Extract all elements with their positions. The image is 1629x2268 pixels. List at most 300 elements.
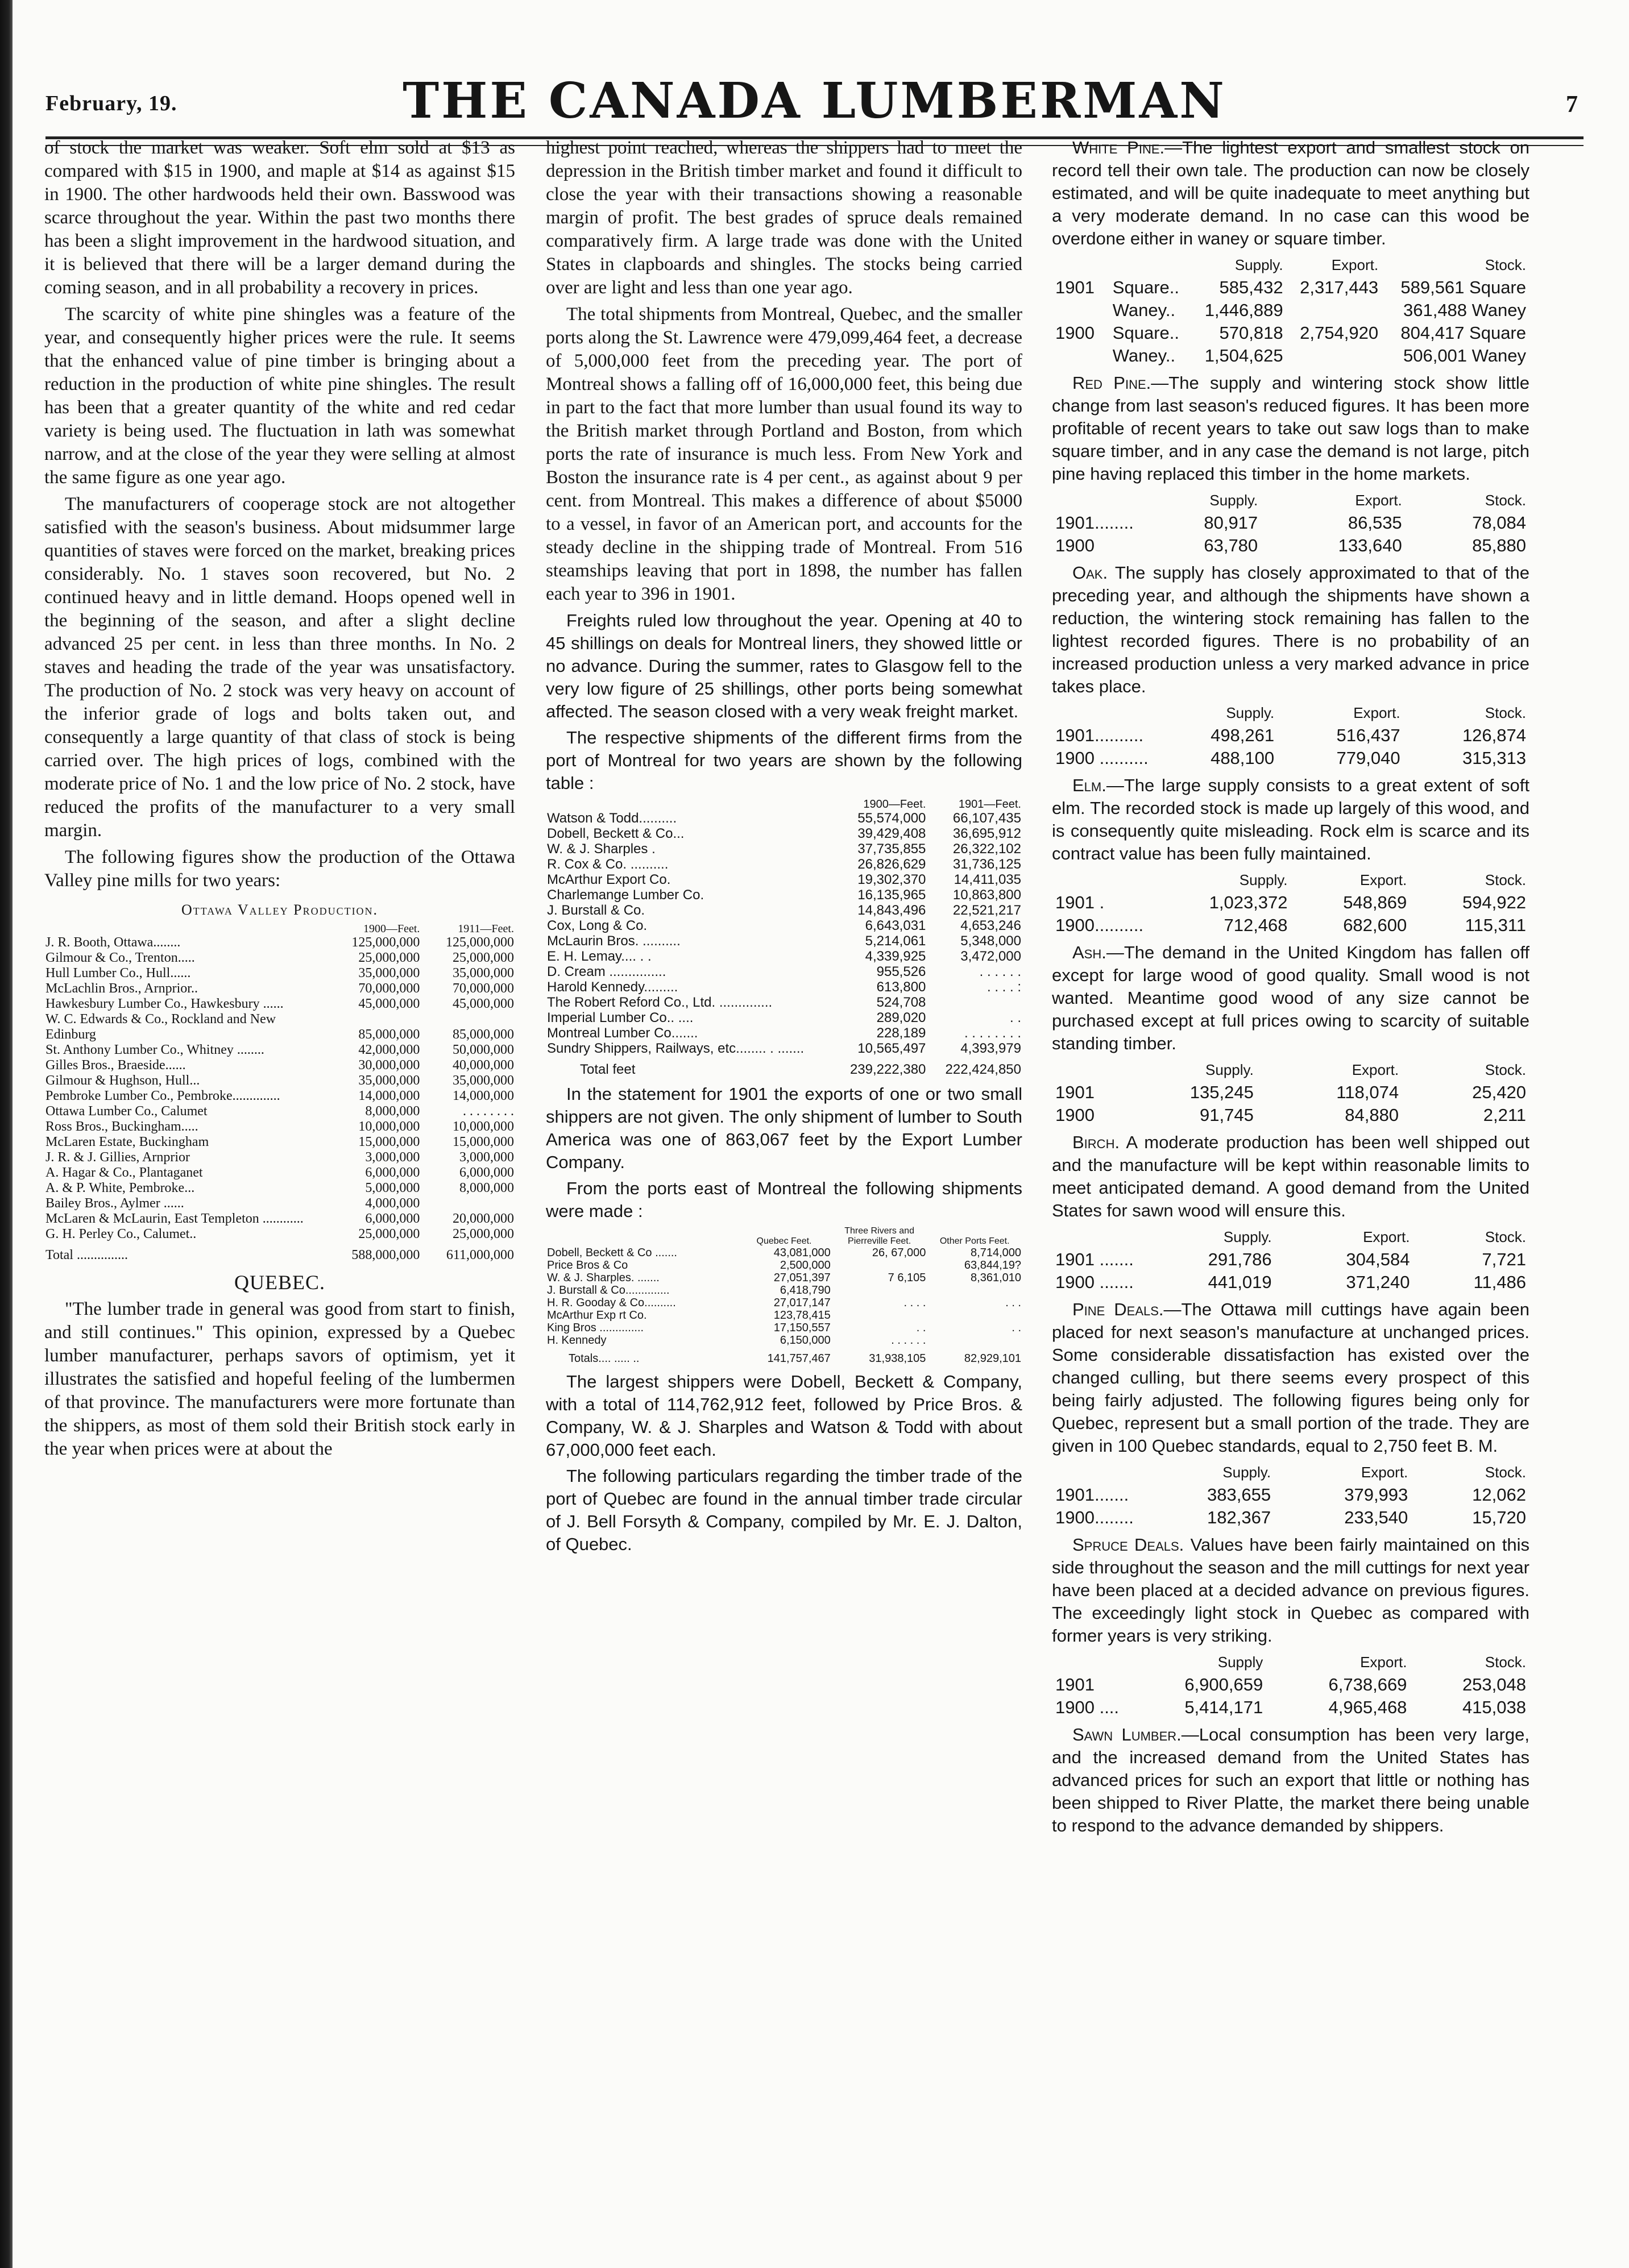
table-cell: 15,720 bbox=[1472, 1507, 1526, 1527]
table-cell: 779,040 bbox=[1336, 748, 1400, 768]
table-cell: 4,339,925 bbox=[865, 949, 926, 964]
table-cell: 86,535 bbox=[1348, 513, 1402, 533]
table-cell: 25,000,000 bbox=[358, 1227, 420, 1241]
table-row bbox=[44, 1012, 515, 1042]
column-header: Supply. bbox=[1205, 1061, 1254, 1078]
firm-name: W. & J. Sharples . bbox=[547, 841, 656, 857]
table-cell: 11,486 bbox=[1473, 1272, 1526, 1292]
year-cell: 1901 bbox=[1055, 277, 1095, 297]
blank-header bbox=[1052, 489, 1137, 512]
paragraph-elm bbox=[1052, 774, 1529, 865]
section-heading-quebec: QUEBEC. bbox=[234, 1271, 325, 1294]
table-row bbox=[44, 996, 515, 1012]
table-header-row bbox=[1052, 489, 1529, 512]
table-cell: 594,922 bbox=[1462, 892, 1526, 912]
column-header: 1900—Feet. bbox=[363, 923, 420, 935]
paragraph-text: —The demand in the United Kingdom has fallen off except for large wood of good quality. Small wood is not wanted. Meantime good wood of any size cannot be purchased except at full prices owing to scarcity of suitable standing timber. bbox=[1052, 942, 1529, 1053]
table-cell: . . . . . . . . bbox=[463, 1104, 514, 1119]
column-header: Supply. bbox=[1239, 871, 1288, 888]
table-cell: 55,574,000 bbox=[857, 811, 926, 826]
table-cell: 70,000,000 bbox=[453, 981, 514, 996]
year-cell bbox=[1052, 344, 1109, 367]
firm-name: Price Bros & Co bbox=[547, 1259, 628, 1272]
table-cell: 125,000,000 bbox=[351, 935, 420, 950]
paragraph: "The lumber trade in general was good from start to finish, and still continues." This opinion, expressed by a Quebec lumber manufacturer, perhaps savors of optimism, yet it illustrates the satisfied and hopeful feeling of the lumbermen of that province. The manufacturers were more fortunate than the shippers, as most of them sold their British stock early in the year when prices were at about the bbox=[44, 1299, 515, 1459]
table-row bbox=[1052, 322, 1529, 344]
paragraph-text: —The Ottawa mill cuttings have again been placed for next season's manufacture at unchanged prices. Some considerable dissatisfaction has existed over the changed culling, but there seems every prospect of this being fairly adjusted. The following figures being only for Quebec, represent but a small portion of the trade. They are given in 100 Quebec standards, equal to 2,750 feet B. M. bbox=[1052, 1299, 1529, 1456]
newspaper-title: THE CANADA LUMBERMAN bbox=[403, 72, 1226, 130]
table-row bbox=[1052, 747, 1529, 770]
elm-table bbox=[1052, 869, 1529, 937]
table-cell: 3,000,000 bbox=[365, 1150, 420, 1165]
subhead: Oak. bbox=[1072, 563, 1108, 583]
column-header: Supply. bbox=[1222, 1464, 1271, 1481]
table-cell: 4,393,979 bbox=[960, 1041, 1021, 1056]
table-cell: 4,653,246 bbox=[960, 918, 1021, 933]
table-cell: . . . . . . bbox=[891, 1334, 926, 1347]
table-body bbox=[44, 935, 515, 1242]
table-cell: 14,000,000 bbox=[453, 1089, 514, 1103]
table-cell: 585,432 bbox=[1219, 277, 1283, 297]
firm-name: Cox, Long & Co. bbox=[547, 918, 648, 933]
table-cell: 19,302,370 bbox=[857, 872, 926, 887]
total-value: 222,424,850 bbox=[945, 1062, 1021, 1077]
table-cell: Square.. bbox=[1112, 323, 1179, 343]
table-cell: 15,000,000 bbox=[453, 1135, 514, 1149]
table-cell: 548,869 bbox=[1343, 892, 1407, 912]
blank-header bbox=[1052, 1651, 1122, 1673]
table-row bbox=[1052, 1506, 1529, 1529]
table-cell: 37,735,855 bbox=[857, 841, 926, 857]
firm-name: J. Burstall & Co. bbox=[547, 903, 645, 918]
year-cell: 1900 bbox=[1055, 1105, 1095, 1125]
table-cell: 6,643,031 bbox=[865, 918, 926, 933]
table-cell: 182,367 bbox=[1207, 1507, 1271, 1527]
white-pine-table bbox=[1052, 254, 1529, 367]
table-row bbox=[44, 1073, 515, 1089]
firm-name: McLaurin Bros. .......... bbox=[547, 933, 681, 949]
table-cell bbox=[927, 995, 1022, 1010]
year-cell bbox=[1052, 299, 1109, 322]
year-cell: 1900 bbox=[1055, 323, 1095, 343]
table-row bbox=[546, 857, 1022, 872]
column-header: Export. bbox=[1360, 1654, 1407, 1671]
table-header-row bbox=[1052, 1461, 1529, 1484]
table-cell: 123,78,415 bbox=[773, 1309, 831, 1322]
table-cell: 50,000,000 bbox=[453, 1042, 514, 1057]
firm-name: Montreal Lumber Co....... bbox=[547, 1025, 698, 1041]
table-cell bbox=[927, 1309, 1022, 1322]
blank-header bbox=[1052, 1058, 1109, 1081]
table-cell: 70,000,000 bbox=[358, 981, 420, 996]
table-cell: 115,311 bbox=[1465, 915, 1526, 935]
firm-name: The Robert Reford Co., Ltd. .............. bbox=[547, 995, 773, 1010]
table-row bbox=[546, 903, 1022, 918]
column-header: Stock. bbox=[1485, 492, 1526, 509]
table-row bbox=[44, 1104, 515, 1119]
table-cell: 22,521,217 bbox=[952, 903, 1021, 918]
paragraph: of stock the market was weaker. Soft elm sold at $13 as compared with $15 in 1900, and maple at $14 as against $15 in 1900. The other hardwoods held their own. Basswood was scarce throughout the year. Within the past two months there has been a slight improvement in the hardwood situation, and it is believed that there will be a larger demand during the coming season, and in all probability a recovery in prices. bbox=[44, 138, 515, 298]
table-cell: 10,565,497 bbox=[857, 1041, 926, 1056]
table-cell: 613,800 bbox=[876, 979, 926, 995]
table-cell: 27,051,397 bbox=[773, 1272, 831, 1284]
table-cell: Waney.. bbox=[1112, 346, 1176, 365]
table-header-row bbox=[1052, 1058, 1529, 1081]
table-row bbox=[44, 966, 515, 981]
total-label: Total ............... bbox=[45, 1248, 128, 1262]
table-cell: . . bbox=[1012, 1322, 1021, 1334]
total-value: 611,000,000 bbox=[446, 1248, 514, 1262]
table-row bbox=[546, 1025, 1022, 1041]
table-cell: 415,038 bbox=[1462, 1697, 1526, 1717]
firm-name: A. Hagar & Co., Plantaganet bbox=[45, 1165, 203, 1180]
paragraph-text: A moderate production has been well shipped out and the manufacture will be kept within reasonable limits to meet anticipated demand. A good demand from the United States for sawn wood will ensure this. bbox=[1052, 1132, 1529, 1220]
firm-name: A. & P. White, Pembroke... bbox=[45, 1181, 195, 1195]
table-row bbox=[546, 933, 1022, 949]
table-row bbox=[546, 1010, 1022, 1025]
table-cell: 45,000,000 bbox=[358, 996, 420, 1011]
table-cell: 6,000,000 bbox=[365, 1211, 420, 1226]
column-header: Supply. bbox=[1226, 704, 1275, 721]
table-header-row bbox=[1052, 869, 1529, 891]
table-cell: 91,745 bbox=[1200, 1105, 1254, 1125]
table-row bbox=[546, 1284, 1022, 1297]
table-cell: 26,322,102 bbox=[952, 841, 1021, 857]
table-cell: 85,880 bbox=[1472, 535, 1526, 555]
table-cell: 10,000,000 bbox=[453, 1119, 514, 1134]
table-cell: 125,000,000 bbox=[446, 935, 514, 950]
table-cell: 25,000,000 bbox=[453, 950, 514, 965]
subhead: Sawn Lumber. bbox=[1072, 1725, 1182, 1744]
firm-name: Watson & Todd.......... bbox=[547, 811, 677, 826]
table-cell: . . . . . . . . bbox=[964, 1025, 1021, 1041]
paragraph: The respective shipments of the different firms from the port of Montreal for two years are shown by the following table : bbox=[546, 728, 1022, 793]
column-header: Stock. bbox=[1485, 1228, 1526, 1245]
table-cell: 3,000,000 bbox=[459, 1150, 514, 1165]
table-cell: 17,150,557 bbox=[773, 1322, 831, 1334]
total-value: 82,929,101 bbox=[964, 1352, 1021, 1365]
column-header: Export. bbox=[1359, 871, 1407, 888]
table-cell: . . . . : bbox=[986, 979, 1021, 995]
table-row bbox=[44, 1211, 515, 1227]
table-cell: 516,437 bbox=[1336, 725, 1400, 745]
table-cell: 253,048 bbox=[1462, 1675, 1526, 1694]
table-cell: 4,965,468 bbox=[1328, 1697, 1407, 1717]
table-row bbox=[1052, 1696, 1529, 1719]
firm-name: Ross Bros., Buckingham..... bbox=[45, 1119, 198, 1134]
table-row bbox=[1052, 891, 1529, 914]
total-value: 239,222,380 bbox=[849, 1062, 926, 1077]
firm-name: H. R. Gooday & Co.......... bbox=[547, 1297, 676, 1309]
column-header: Export. bbox=[1352, 1061, 1399, 1078]
table-cell: 135,245 bbox=[1189, 1082, 1254, 1102]
table-total-row bbox=[546, 1347, 1022, 1365]
column-header: Supply. bbox=[1209, 492, 1258, 509]
table-cell: 10,863,800 bbox=[952, 887, 1021, 903]
table-cell: 2,500,000 bbox=[780, 1259, 831, 1272]
table-header-row bbox=[44, 923, 515, 935]
table-cell: 3,472,000 bbox=[960, 949, 1021, 964]
table-cell: 6,900,659 bbox=[1184, 1675, 1263, 1694]
paragraph: In the statement for 1901 the exports of one or two small shippers are not given. The only shipment of lumber to South America was one of 863,067 feet by the Export Lumber Company. bbox=[546, 1084, 1022, 1172]
table-cell: 8,361,010 bbox=[971, 1272, 1021, 1284]
firm-name: R. Cox & Co. .......... bbox=[547, 857, 669, 872]
table-row bbox=[44, 935, 515, 950]
firm-name: Harold Kennedy......... bbox=[547, 979, 678, 995]
paragraph-text: The supply has closely approximated to that of the preceding year, and although the shipments have shown a reduction, the wintering stock remaining has fallen to the lightest recorded figures. There is no probability of an increased production unless a very marked advance in price takes place. bbox=[1052, 563, 1529, 696]
firm-name: J. Burstall & Co.............. bbox=[547, 1284, 670, 1297]
ash-table bbox=[1052, 1058, 1529, 1127]
column-header: 1901—Feet. bbox=[958, 798, 1021, 811]
table-cell: Waney.. bbox=[1112, 300, 1176, 320]
table-cell: 84,880 bbox=[1345, 1105, 1399, 1125]
column-right bbox=[1052, 136, 1529, 2234]
firm-name: St. Anthony Lumber Co., Whitney ........ bbox=[45, 1042, 264, 1057]
table-cell bbox=[927, 1334, 1022, 1347]
paragraph-ash bbox=[1052, 941, 1529, 1055]
paragraph: The manufacturers of cooperage stock are not altogether satisfied with the season's business. About midsummer large quantities of staves were forced on the market, breaking prices considerably. No. 1 staves soon recovered, but No. 2 continued heavy and in little demand. Hoops opened well in the beginning of the season, and after a slight decline advanced 25 per cent. in less than three months. In No. 2 staves and heading the trade of the year was unsatisfactory. The production of No. 2 stock was very heavy on account of the inferior grade of logs and bolts taken out, and consequently a large quantity of that class of stock is being carried over. The high prices of logs, combined with the moderate price of No. 1 and the low price of No. 2 stock, have reduced the profits of the manufacturer to a very small margin. bbox=[44, 494, 515, 841]
table-cell: 291,786 bbox=[1208, 1249, 1272, 1269]
ottawa-production-table bbox=[44, 923, 515, 1263]
paragraph-text: —The large supply consists to a great extent of soft elm. The recorded stock is made up largely of this wood, and is consequently quite misleading. Rock elm is scarce and its contract value has been fully maintained. bbox=[1052, 775, 1529, 863]
total-value: 588,000,000 bbox=[351, 1248, 420, 1262]
table-header-row bbox=[1052, 1651, 1529, 1673]
column-header: Three Rivers and Pierreville Feet. bbox=[844, 1226, 914, 1246]
table-cell: 383,655 bbox=[1207, 1485, 1271, 1505]
table-header-row bbox=[1052, 701, 1529, 724]
page-number: 7 bbox=[1566, 92, 1578, 118]
paragraph-text: Values have been fairly maintained on this side throughout the season and the mill cuttings for next year have been placed at a decided advance on previous figures. The exceedingly light stock in Quebec as compared with former years is very striking. bbox=[1052, 1535, 1529, 1646]
firm-name: Hull Lumber Co., Hull...... bbox=[45, 966, 191, 981]
table-row bbox=[546, 918, 1022, 933]
blank-header bbox=[1052, 1461, 1137, 1484]
table-cell: 35,000,000 bbox=[358, 966, 420, 981]
table-cell: 361,488 Waney bbox=[1403, 300, 1526, 320]
year-cell: 1900 ....... bbox=[1055, 1272, 1134, 1292]
table-cell: 524,708 bbox=[876, 995, 926, 1010]
year-cell: 1901 bbox=[1055, 1675, 1095, 1694]
table-row bbox=[546, 811, 1022, 826]
table-cell: 85,000,000 bbox=[453, 1027, 514, 1042]
table-cell: 506,001 Waney bbox=[1403, 346, 1526, 365]
firm-name: Pembroke Lumber Co., Pembroke.............. bbox=[45, 1089, 280, 1103]
table-cell: 8,714,000 bbox=[971, 1247, 1021, 1259]
subhead: Spruce Deals. bbox=[1072, 1535, 1184, 1555]
page-binding-edge bbox=[0, 0, 13, 2268]
table-cell: 5,414,171 bbox=[1184, 1697, 1263, 1717]
table-row bbox=[44, 1058, 515, 1073]
pine-deals-table bbox=[1052, 1461, 1529, 1529]
paragraph-sawn-lumber bbox=[1052, 1723, 1529, 1837]
table-cell: 1,504,625 bbox=[1204, 346, 1283, 365]
column-header: Supply bbox=[1217, 1654, 1263, 1671]
blank-header bbox=[1052, 1226, 1137, 1248]
table-cell: 80,917 bbox=[1204, 513, 1258, 533]
table-row bbox=[546, 979, 1022, 995]
table-cell: 26,826,629 bbox=[857, 857, 926, 872]
table-cell: 7 6,105 bbox=[888, 1272, 926, 1284]
firm-name: Dobell, Beckett & Co ....... bbox=[547, 1247, 677, 1259]
table-row bbox=[1052, 299, 1529, 322]
birch-table bbox=[1052, 1226, 1529, 1294]
subhead: Birch. bbox=[1072, 1132, 1120, 1152]
table-cell: 4,000,000 bbox=[365, 1196, 420, 1211]
table-cell bbox=[1287, 299, 1382, 322]
column-left bbox=[44, 136, 515, 2234]
blank-header bbox=[1052, 869, 1147, 891]
table-cell: 304,584 bbox=[1346, 1249, 1410, 1269]
column-header: Stock. bbox=[1485, 871, 1526, 888]
column-header: Other Ports Feet. bbox=[939, 1236, 1010, 1246]
subhead: Elm. bbox=[1072, 775, 1106, 795]
column-header: 1911—Feet. bbox=[458, 923, 514, 935]
table-cell: 441,019 bbox=[1208, 1272, 1272, 1292]
table-cell: 371,240 bbox=[1346, 1272, 1410, 1292]
table-cell: 40,000,000 bbox=[453, 1058, 514, 1073]
column-header: Stock. bbox=[1485, 704, 1526, 721]
firm-name: Gilles Bros., Braeside...... bbox=[45, 1058, 186, 1073]
table-cell: 27,017,147 bbox=[773, 1297, 831, 1309]
firm-name: McLachlin Bros., Arnprior.. bbox=[45, 981, 198, 996]
column-header: Export. bbox=[1331, 256, 1379, 273]
table-row bbox=[546, 995, 1022, 1010]
oak-table bbox=[1052, 701, 1529, 770]
table-body bbox=[546, 811, 1022, 1056]
table-row bbox=[44, 981, 515, 996]
paragraph: The total shipments from Montreal, Quebec, and the smaller ports along the St. Lawrence were 479,099,464 feet, a decrease of 5,000,000 feet from the preceding year. The port of Montreal shows a falling off of 16,000,000 feet, this being due in part to the fact that more lumber than usual found its way to the British market through Portland and Boston, from which ports the rate of insurance is much less. From New York and Boston the insurance rate is 4 per cent., as against about 9 per cent. from Montreal. This makes a difference of about $5000 to a vessel, in favor of an American port, and accounts for the steady decline in the shipping trade of Montreal. From 516 steamships leaving that port in 1898, the number has fallen each year to 396 in 1901. bbox=[546, 304, 1022, 604]
table-row bbox=[44, 1042, 515, 1058]
firm-name: J. R. Booth, Ottawa........ bbox=[45, 935, 181, 950]
montreal-shipments-table bbox=[546, 798, 1022, 1077]
paragraph-pine-deals bbox=[1052, 1298, 1529, 1457]
firm-name: McLaren Estate, Buckingham bbox=[45, 1135, 209, 1149]
year-cell: 1900 bbox=[1055, 535, 1095, 555]
table-cell: 15,000,000 bbox=[358, 1135, 420, 1149]
table-row bbox=[546, 1259, 1022, 1272]
table-row bbox=[546, 949, 1022, 964]
column-header: Export. bbox=[1361, 1464, 1408, 1481]
table-cell: 589,561 Square bbox=[1400, 277, 1526, 297]
firm-name: W. & J. Sharples. ....... bbox=[547, 1272, 660, 1284]
table-cell: 379,993 bbox=[1344, 1485, 1408, 1505]
paragraph: Freights ruled low throughout the year. Opening at 40 to 45 shillings on deals for Montreal liners, they showed little or no advance. During the summer, rates to Glasgow fell to the very low figure of 25 shillings, other ports being somewhat affected. The season closed with a very weak freight market. bbox=[546, 610, 1022, 721]
table-cell: 315,313 bbox=[1462, 748, 1526, 768]
year-cell: 1901 . bbox=[1055, 892, 1105, 912]
column-header: Export. bbox=[1353, 704, 1400, 721]
year-cell: 1901....... bbox=[1055, 1485, 1129, 1505]
table-cell: 5,214,061 bbox=[865, 933, 926, 949]
table-cell: 118,074 bbox=[1336, 1082, 1399, 1102]
table-cell: Square.. bbox=[1112, 277, 1179, 297]
table-cell bbox=[927, 1284, 1022, 1297]
table-row bbox=[546, 1309, 1022, 1322]
table-row bbox=[44, 1089, 515, 1104]
table-cell: 63,780 bbox=[1204, 535, 1258, 555]
table-row bbox=[1052, 1484, 1529, 1506]
firm-name: E. H. Lemay.... . . bbox=[547, 949, 652, 964]
table-cell: 78,084 bbox=[1472, 513, 1526, 533]
firm-name: McLaren & McLaurin, East Templeton ............ bbox=[45, 1211, 304, 1226]
firm-name: Ottawa Lumber Co., Calumet bbox=[45, 1104, 208, 1119]
table-row bbox=[1052, 914, 1529, 937]
paragraph-white-pine bbox=[1052, 136, 1529, 250]
table-row bbox=[1052, 1248, 1529, 1271]
table-row bbox=[1052, 344, 1529, 367]
table-cell: 31,736,125 bbox=[952, 857, 1021, 872]
table-cell: 43,081,000 bbox=[773, 1247, 831, 1259]
table-cell: 5,000,000 bbox=[365, 1181, 420, 1195]
table-cell: 8,000,000 bbox=[459, 1181, 514, 1195]
table-cell: 233,540 bbox=[1344, 1507, 1408, 1527]
firm-name: D. Cream ............... bbox=[547, 964, 666, 979]
table-cell: 488,100 bbox=[1211, 748, 1275, 768]
table-header-row bbox=[546, 1226, 1022, 1247]
table-header-row bbox=[546, 798, 1022, 811]
paragraph: From the ports east of Montreal the following shipments were made : bbox=[546, 1178, 1022, 1221]
table-cell: 14,411,035 bbox=[954, 872, 1021, 887]
table-row bbox=[546, 1334, 1022, 1347]
firm-name: Dobell, Beckett & Co... bbox=[547, 826, 685, 841]
table-cell: 2,317,443 bbox=[1300, 277, 1379, 297]
firm-name: Imperial Lumber Co.. .... bbox=[547, 1010, 694, 1025]
column-header: Stock. bbox=[1485, 256, 1526, 273]
table-cell: 126,874 bbox=[1462, 725, 1526, 745]
paragraph: The following figures show the production of the Ottawa Valley pine mills for two years: bbox=[44, 847, 515, 891]
total-label: Totals.... ..... .. bbox=[569, 1352, 640, 1365]
table-cell: 63,844,19? bbox=[964, 1259, 1021, 1272]
table-row bbox=[1052, 512, 1529, 534]
paragraph: The following particulars regarding the timber trade of the port of Quebec are found in the annual timber trade circular of J. Bell Forsyth & Company, compiled by Mr. E. J. Dalton, of Quebec. bbox=[546, 1466, 1022, 1554]
paragraph-spruce-deals bbox=[1052, 1534, 1529, 1647]
table-row bbox=[44, 1165, 515, 1181]
east-ports-table bbox=[546, 1226, 1022, 1365]
table-cell: 14,843,496 bbox=[857, 903, 926, 918]
table-cell bbox=[832, 1309, 927, 1322]
column-header: Stock. bbox=[1485, 1654, 1526, 1671]
column-header: Quebec Feet. bbox=[756, 1236, 812, 1246]
table-cell: 498,261 bbox=[1211, 725, 1275, 745]
year-cell: 1900 .... bbox=[1055, 1697, 1120, 1717]
table-cell: 26, 67,000 bbox=[872, 1247, 926, 1259]
table-cell: 289,020 bbox=[876, 1010, 926, 1025]
table-total-row bbox=[44, 1242, 515, 1263]
table-row bbox=[546, 826, 1022, 841]
table-cell: 955,526 bbox=[876, 964, 926, 979]
column-header: Stock. bbox=[1485, 1464, 1526, 1481]
table-cell bbox=[1287, 344, 1382, 367]
table-row bbox=[44, 1196, 515, 1211]
table-cell bbox=[832, 1259, 927, 1272]
paragraph-birch bbox=[1052, 1131, 1529, 1222]
table-cell bbox=[421, 1196, 515, 1211]
table-cell: 1,023,372 bbox=[1209, 892, 1288, 912]
column-header: Supply. bbox=[1223, 1228, 1272, 1245]
table-cell: 42,000,000 bbox=[358, 1042, 420, 1057]
column-header: Export. bbox=[1363, 1228, 1410, 1245]
table-cell: 2,211 bbox=[1483, 1105, 1526, 1125]
table-cell: 804,417 Square bbox=[1400, 323, 1526, 343]
column-header: Export. bbox=[1355, 492, 1402, 509]
table-cell: 10,000,000 bbox=[358, 1119, 420, 1134]
table-cell: 6,000,000 bbox=[459, 1165, 514, 1180]
subhead: Red Pine. bbox=[1072, 373, 1151, 393]
table-cell: 1,446,889 bbox=[1204, 300, 1283, 320]
year-cell: 1901........ bbox=[1055, 513, 1134, 533]
firm-name: W. C. Edwards & Co., Rockland and New Edinburg bbox=[45, 1012, 276, 1042]
table-header-row bbox=[1052, 1226, 1529, 1248]
firm-name: G. H. Perley Co., Calumet.. bbox=[45, 1227, 197, 1241]
total-value: 31,938,105 bbox=[869, 1352, 926, 1365]
